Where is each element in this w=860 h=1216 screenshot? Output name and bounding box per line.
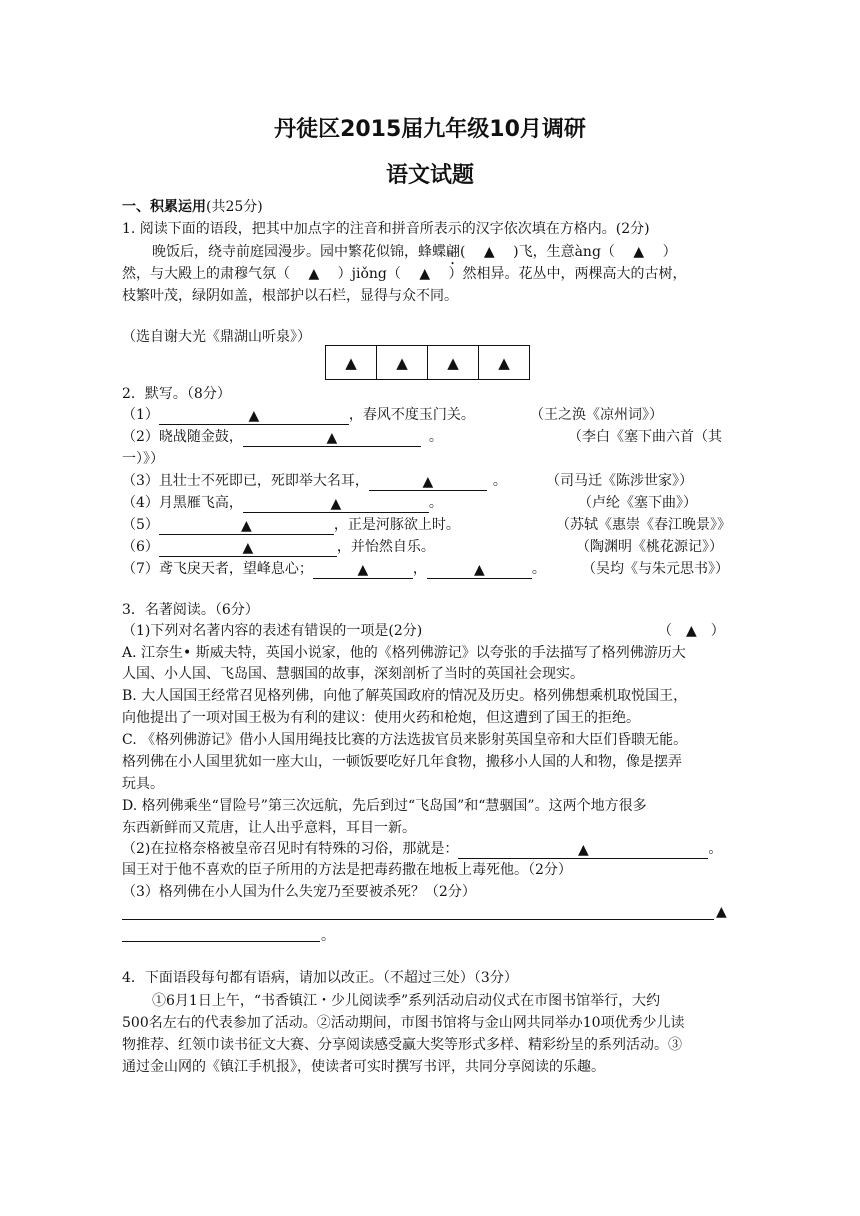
q2-item-6: （6） ▲ ，并怡然自乐。 xyxy=(122,539,435,556)
answer-cell[interactable]: ▲ xyxy=(428,346,479,379)
q3-sub-2: （2)在拉格奈格被皇帝召见时有特殊的习俗，那就是： ▲ 。 xyxy=(122,841,723,858)
q2-source-6: （陶渊明《桃花源记》） xyxy=(576,539,723,555)
q3-sub-1: （1)下列对名著内容的表述有错误的一项是(2分) xyxy=(122,623,423,639)
option-d-line-2: 东西新鲜而又荒唐，让人出乎意料，耳目一新。 xyxy=(122,820,416,836)
q3-sub-2-cont: 国王对于他不喜欢的臣子所用的方法是把毒药撒在地板上毒死他。（2分） xyxy=(122,862,572,878)
option-c-line-3: 玩具。 xyxy=(122,776,164,792)
q2-source-7: （吴均《与朱元思书》） xyxy=(582,561,729,577)
q1-prompt: 1. 阅读下面的语段，把其中加点字的注音和拼音所表示的汉字依次填在方格内。(2分) xyxy=(122,221,650,237)
dotted-character: 翩 xyxy=(446,244,460,260)
q2-source-5: （苏轼《惠崇《春江晚景》》 xyxy=(556,517,731,533)
q2-source-2-cont: 一）》） xyxy=(122,451,164,467)
answer-cell[interactable]: ▲ xyxy=(498,353,510,372)
q1-line-3: 枝繁叶茂，绿阴如盖，根部护以石栏，显得与众不同。 xyxy=(122,288,458,304)
q1-line-1: 晚饭后，绕寺前庭园漫步。园中繁花似锦，蜂蝶翩( ▲ )飞，生意àng（ ▲ ） xyxy=(152,244,677,260)
option-c-line-2: 格列佛在小人国里犹如一座大山，一顿饭要吃好几年食物，搬移小人国的人和物，像是摆弄 xyxy=(122,754,682,770)
q2-heading: 2．默写。（8分） xyxy=(122,386,231,402)
q2-source-2: （李白《塞下曲六首（其 xyxy=(568,429,722,445)
q3-heading: 3．名著阅读。（6分） xyxy=(122,602,259,618)
section-1-heading: 一、积累运用(共25分) xyxy=(122,199,263,215)
q2-item-2: （2）晓战随金鼓， ▲ 。 xyxy=(122,429,443,446)
fill-blank[interactable]: ▲ xyxy=(243,494,429,513)
fill-blank[interactable]: ▲ xyxy=(313,560,413,579)
answer-line[interactable] xyxy=(122,941,320,942)
q2-item-3: （3）且壮士不死即已，死即举大名耳， ▲ 。 xyxy=(122,473,507,490)
answer-line[interactable] xyxy=(122,919,714,920)
fill-blank[interactable]: ▲ xyxy=(369,472,487,491)
answer-cell[interactable]: ▲ xyxy=(326,346,377,379)
answer-grid xyxy=(325,345,530,380)
q4-heading: 4．下面语段每句都有语病，请加以改正。（不超过三处）（3分） xyxy=(122,970,518,986)
q2-item-4: （4）月黑雁飞高， ▲ 。 xyxy=(122,495,443,512)
option-b-line-2: 向他提出了一项对国王极为有利的建议：使用火药和枪炮，但这遭到了国王的拒绝。 xyxy=(122,710,640,726)
fill-blank[interactable]: ▲ xyxy=(458,840,708,859)
q2-source-1: （王之涣《凉州词》） xyxy=(530,407,663,423)
q1-line-2: 然，与大殿上的肃穆气氛（ ▲ ）jiǒng（ ▲ ）然相异。花丛中，两棵高大的古树， xyxy=(122,266,687,282)
q4-paragraph-line-1: ①6月1日上午，“书香镇江・少儿阅读季”系列活动启动仪式在市图书馆举行，大约 xyxy=(152,993,661,1009)
q2-source-3: （司马迁《陈涉世家》） xyxy=(546,473,693,489)
option-b-line-1: B. 大人国国王经常召见格列佛，向他了解英国政府的情况及历史。格列佛想乘机取悦国王， xyxy=(122,688,688,704)
q2-item-7: （7）鸢飞戾天者，望峰息心； ▲ ， ▲ 。 xyxy=(122,561,546,578)
q2-item-5: （5） ▲ ，正是河豚欲上时。 xyxy=(122,517,460,534)
q4-paragraph-line-4: 通过金山网的《镇江手机报》，使读者可实时撰写书评，共同分享阅读的乐趣。 xyxy=(122,1059,605,1075)
fill-blank[interactable]: ▲ xyxy=(243,428,421,447)
fill-blank[interactable]: ▲ xyxy=(159,538,337,557)
fill-blank[interactable]: ▲ xyxy=(159,516,334,535)
q3-answer-bracket[interactable]: （ ▲ ） xyxy=(658,623,725,639)
option-a-line-1: A. 江奈生• 斯威夫特，英国小说家，他的《格列佛游记》以夸张的手法描写了格列佛游历大 xyxy=(122,645,686,661)
page-title: 丹徒区2015届九年级10月调研 xyxy=(274,117,586,142)
q2-item-1: （1） ▲ ，春风不度玉门关。 xyxy=(122,407,475,424)
page-subtitle: 语文试题 xyxy=(385,163,474,188)
option-d-line-1: D. 格列佛乘坐“冒险号”第三次远航，先后到过“飞岛国”和“慧骃国”。这两个地方很多 xyxy=(122,798,647,814)
q4-paragraph-line-3: 物推荐、红领巾读书征文大赛、分享阅读感受赢大奖等形式多样、精彩纷呈的系列活动。③ xyxy=(122,1037,682,1053)
option-a-line-2: 人国、小人国、飞岛国、慧骃国的故事，深刻剖析了当时的英国社会现实。 xyxy=(122,666,584,682)
answer-end: 。 xyxy=(321,928,335,944)
q1-source: （选自谢大光《鼎湖山听泉》） xyxy=(122,329,311,345)
option-c-line-1: C. 《格列佛游记》借小人国用绳技比赛的方法选拔官员来影射英国皇帝和大臣们昏聩无能。 xyxy=(122,732,688,748)
q4-paragraph-line-2: 500名左右的代表参加了活动。②活动期间，市图书馆将与金山网共同举办10项优秀少儿读 xyxy=(122,1015,685,1031)
fill-blank[interactable]: ▲ xyxy=(427,560,532,579)
q2-source-4: （卢纶《塞下曲》） xyxy=(578,495,697,511)
q3-sub-3: （3）格列佛在小人国为什么失宠乃至要被杀死？（2分） xyxy=(122,884,476,900)
answer-cell[interactable]: ▲ xyxy=(377,346,428,379)
answer-mark: ▲ xyxy=(716,904,727,920)
fill-blank[interactable]: ▲ xyxy=(159,406,349,425)
